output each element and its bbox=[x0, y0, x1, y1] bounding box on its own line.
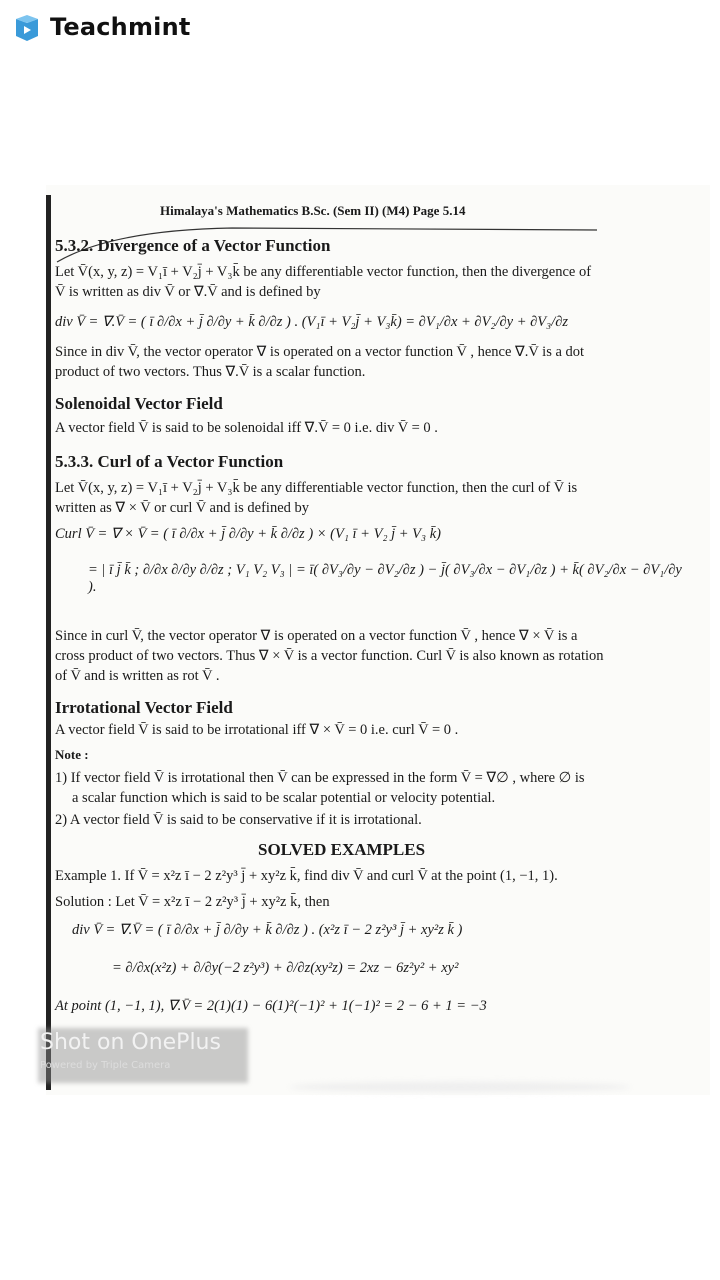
text-line: Since in curl V̄, the vector operator ∇ is operated on a vector function V̄ , hence ∇ × V̄ is a bbox=[55, 628, 578, 644]
section-heading: Irrotational Vector Field bbox=[55, 698, 233, 717]
app-header bbox=[0, 0, 720, 60]
text-line: Example 1. If V̄ = x²z ī − 2 z²y³ j̄ + xy²z k̄, find div V̄ and curl V̄ at the point (1, −1, 1). bbox=[55, 868, 558, 884]
camera-watermark: Shot on OnePlus bbox=[40, 1030, 221, 1055]
text-line: Solution : Let V̄ = x²z ī − 2 z²y³ j̄ + xy²z k̄, then bbox=[55, 894, 330, 910]
app-name: Teachmint bbox=[50, 13, 191, 41]
text-line: product of two vectors. Thus ∇.V̄ is a scalar function. bbox=[55, 364, 366, 380]
text-line: 1) If vector field V̄ is irrotational then V̄ can be expressed in the form V̄ = ∇∅ , where ∅ is bbox=[55, 770, 585, 786]
teachmint-logo-icon bbox=[14, 14, 40, 42]
section-heading: Solenoidal Vector Field bbox=[55, 394, 223, 413]
section-heading: 5.3.3. Curl of a Vector Function bbox=[55, 452, 284, 471]
formula-line: Curl V̄ = ∇ × V̄ = ( ī ∂/∂x + j̄ ∂/∂y + k̄ ∂/∂z ) × (V₁ ī + V₂ j̄ + V₃ k̄) bbox=[55, 526, 441, 542]
note-label: Note : bbox=[55, 747, 89, 762]
page-shadow bbox=[290, 1082, 630, 1092]
camera-watermark-subtitle: Powered by Triple Camera bbox=[40, 1060, 171, 1071]
formula-line: div V̄ = ∇.V̄ = ( ī ∂/∂x + j̄ ∂/∂y + k̄ ∂/∂z ) . (V₁ī + V₂j̄ + V₃k̄) = ∂V₁/∂x + ∂V₂/∂y + ∂V₃/∂z bbox=[55, 314, 569, 330]
text-line: V̄ is written as div V̄ or ∇.V̄ and is defined by bbox=[55, 284, 321, 300]
text-line: of V̄ and is written as rot V̄ . bbox=[55, 668, 220, 684]
page-header: Himalaya's Mathematics B.Sc. (Sem II) (M4) Page 5.14 bbox=[160, 203, 466, 218]
formula-line: = ∂/∂x(x²z) + ∂/∂y(−2 z²y³) + ∂/∂z(xy²z) = 2xz − 6z²y² + xy² bbox=[112, 960, 459, 976]
text-line: 2) A vector field V̄ is said to be conservative if it is irrotational. bbox=[55, 812, 422, 828]
formula-line: At point (1, −1, 1), ∇.V̄ = 2(1)(1) − 6(1)²(−1)² + 1(−1)² = 2 − 6 + 1 = −3 bbox=[55, 998, 487, 1014]
text-line: written as ∇ × V̄ or curl V̄ and is defined by bbox=[55, 500, 310, 516]
book-spine bbox=[46, 195, 51, 1090]
text-line: A vector field V̄ is said to be solenoidal iff ∇.V̄ = 0 i.e. div V̄ = 0 . bbox=[55, 420, 438, 436]
text-line: Since in div V̄, the vector operator ∇ is operated on a vector function V̄ , hence ∇.V̄ is a dot bbox=[55, 344, 585, 360]
section-heading: SOLVED EXAMPLES bbox=[258, 840, 426, 859]
determinant-formula: = | ī j̄ k̄ ; ∂/∂x ∂/∂y ∂/∂z ; V₁ V₂ V₃ | = ī( ∂V₃/∂y − ∂V₂/∂z ) − j̄( ∂V₃/∂x − ∂V₁/∂z ) + k̄( ∂V₂/∂x − ∂V₁/∂y ). bbox=[88, 562, 682, 595]
formula-line: div V̄ = ∇.V̄ = ( ī ∂/∂x + j̄ ∂/∂y + k̄ ∂/∂z ) . (x²z ī − 2 z²y³ j̄ + xy²z k̄ ) bbox=[72, 922, 463, 938]
text-line: A vector field V̄ is said to be irrotational iff ∇ × V̄ = 0 i.e. curl V̄ = 0 . bbox=[55, 722, 459, 738]
section-heading: 5.3.2. Divergence of a Vector Function bbox=[55, 236, 331, 255]
text-line: Let V̄(x, y, z) = V₁ī + V₂j̄ + V₃k̄ be any differentiable vector function, then the curl of V̄ is bbox=[55, 480, 578, 496]
text-line: cross product of two vectors. Thus ∇ × V̄ is a vector function. Curl V̄ is also known as rotation bbox=[55, 648, 604, 664]
text-line: a scalar function which is said to be scalar potential or velocity potential. bbox=[72, 790, 496, 806]
text-line: Let V̄(x, y, z) = V₁ī + V₂j̄ + V₃k̄ be any differentiable vector function, then the divergence of bbox=[55, 264, 592, 280]
